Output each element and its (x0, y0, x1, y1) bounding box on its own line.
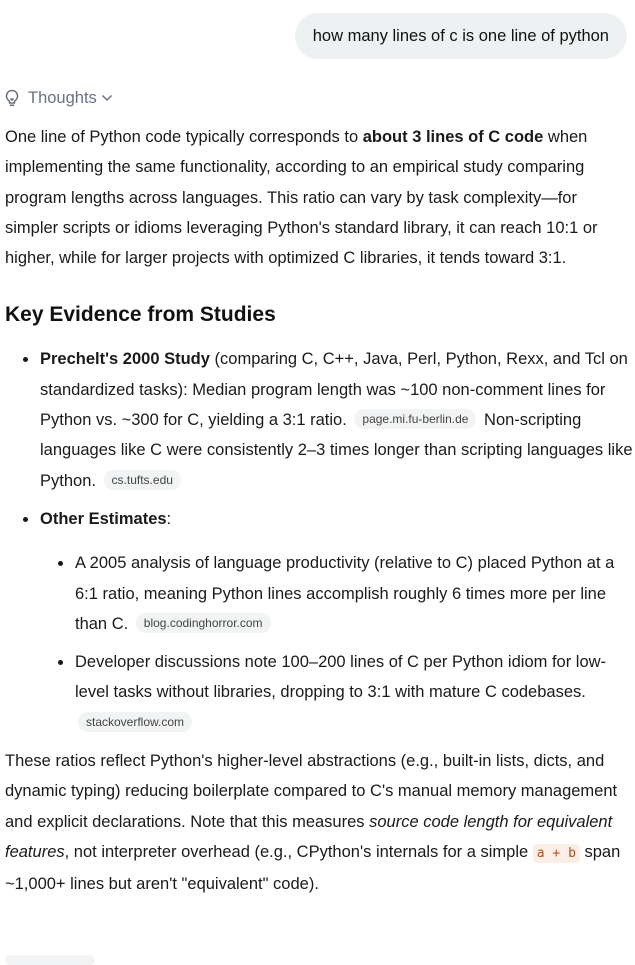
closing-text: These ratios reflect Python's higher-level abstractions (e.g., built-in lists, dicts, and dynamic typing) reducing boilerplate compared to C's manual memory management and explicit declarations. Note that this measures (5, 752, 618, 831)
item-text: Non-scripting languages like C were consistently 2–3 times longer than scripting languages like Python. (40, 411, 633, 490)
lightbulb-icon (4, 89, 20, 107)
item-bold: Other Estimates (40, 509, 167, 528)
citation-chip[interactable]: blog.codinghorror.com (136, 613, 271, 633)
thoughts-toggle[interactable] (4, 86, 113, 110)
user-message-bubble (295, 13, 627, 59)
item-bold: Prechelt's 2000 Study (40, 350, 210, 369)
subitem-text: A 2005 analysis of language productivity (relative to C) placed Python at a 6:1 ratio, meaning Python lines accomplish roughly 6 times more per line than C. (75, 554, 615, 633)
sub-list (40, 548, 633, 738)
sub-list-item (40, 548, 633, 639)
user-message-text: how many lines of c is one line of python (312, 27, 609, 45)
intro-bold: about 3 lines of C code (362, 128, 544, 146)
citation-chip[interactable]: page.mi.fu-berlin.de (354, 409, 476, 429)
closing-text-end: span ~1,000+ lines but aren't "equivalent" code). (5, 842, 621, 894)
item-suffix: : (166, 509, 172, 528)
closing-paragraph (5, 746, 633, 899)
citation-chip[interactable]: stackoverflow.com (78, 712, 192, 732)
intro-paragraph (5, 122, 633, 273)
thoughts-label: Thoughts (28, 88, 97, 107)
chevron-down-icon (101, 94, 113, 102)
intro-text: One line of Python code typically corresponds to (5, 128, 363, 146)
evidence-list (5, 344, 633, 738)
assistant-answer (5, 122, 633, 900)
closing-text-mid: , not interpreter overhead (e.g., CPython's internals for a simple (64, 842, 533, 861)
list-item (5, 344, 633, 495)
list-item (5, 504, 633, 738)
sub-list-item (40, 647, 633, 738)
item-text: (comparing C, C++, Java, Perl, Python, Rexx, and Tcl on standardized tasks): Median program length was ~100 non-comment lines for Python vs. ~300 for C, yielding a 3:1 ratio. (40, 350, 628, 430)
section-heading: Key Evidence from Studies (5, 303, 276, 327)
citation-chip[interactable]: cs.tufts.edu (104, 470, 181, 490)
closing-italic: source code length for equivalent features (5, 812, 613, 861)
intro-text-rest: when implementing the same functionality, according to an empirical study comparing program lengths across languages. This ratio can vary by task complexity—for simpler scripts or idioms leveraging Python's standard library, it can reach 10:1 or higher, while for larger projects with optimized C libraries, it tends toward 3:1. (5, 128, 598, 268)
inline-code: a + b (533, 844, 580, 863)
citation-chip-partial[interactable] (5, 955, 95, 965)
subitem-text: Developer discussions note 100–200 lines of C per Python idiom for low-level tasks without libraries, dropping to 3:1 with mature C codebases. (75, 653, 607, 702)
